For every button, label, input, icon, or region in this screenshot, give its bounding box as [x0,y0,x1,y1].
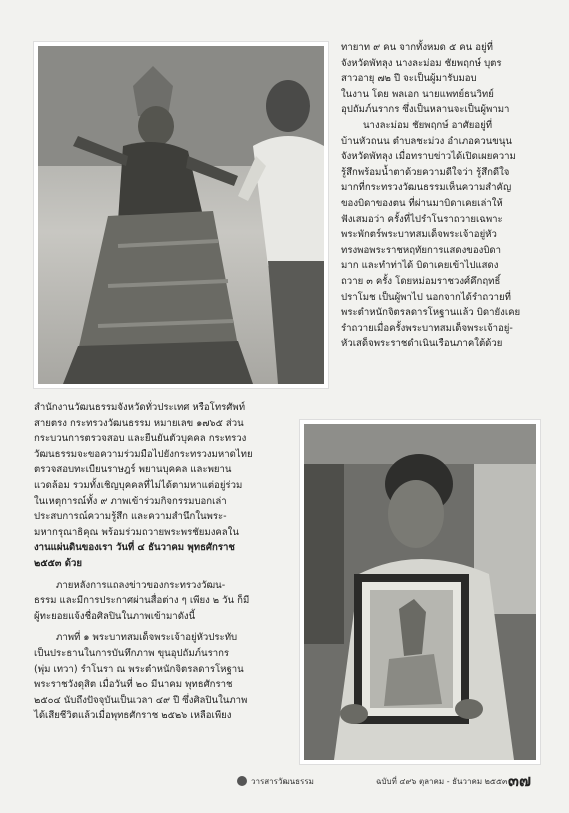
text-line: จังหวัดพัทลุง เมื่อทราบข่าวได้เปิดเผยความ [341,151,516,163]
text-line: ธรรม และมีการประกาศผ่านสื่อต่าง ๆ เพียง ๒ วัน ก็มี [34,595,250,607]
text-line: พระตำหนักจิตรลดารโหฐานแล้ว บิดายังเคย [341,307,521,319]
text-line: อุปถัมภ์นรากร ซึ่งเป็นหลานจะเป็นผู้พามา [341,104,510,116]
text-line: ปราโมช เป็นผู้พาไป นอกจากได้รำถวายที่ [341,291,511,303]
text-line: ฟังเสมอว่า ครั้งที่ไปรำโนราถวายเฉพาะ [341,213,503,225]
magazine-logo-text: วารสารวัฒนธรรม [251,777,314,786]
text-line: ของบิดาของตน ที่ผ่านมาบิดาเคยเล่าให้ [341,197,503,209]
page-number: ๓๗ [508,771,531,790]
magazine-logo-icon [237,776,247,786]
text-line: สายตรง กระทรวงวัฒนธรรม หมายเลข ๑๗๖๕ ส่วน [34,417,244,429]
woman-with-frame-photo [300,420,540,764]
text-line: พระพักตร์พระบาทสมเด็จพระเจ้าอยู่หัว [341,229,497,241]
text-line: มาก และทำท่าได้ บิดาเคยเข้าไปแสดง [341,260,499,272]
text-line: มหากรุณาธิคุณ พร้อมร่วมถวายพระพรชัยมงคลใน [34,526,239,538]
text-line: แวดล้อม รวมทั้งเชิญบุคคลที่ไม่ได้ตามหาแต่อยู่ร่วม [34,479,243,491]
text-line: จังหวัดพัทลุง นางละม่อม ชัยพฤกษ์ บุตร [341,57,502,69]
text-line: ในเหตุการณ์ทั้ง ๙ ภาพเข้าร่วมกิจกรรมบอกเล่า [34,495,227,507]
text-line: มากที่กระทรวงวัฒนธรรมเห็นความสำคัญ [341,182,512,194]
text-line: นางละม่อม ชัยพฤกษ์ อาศัยอยู่ที่ [363,119,493,131]
text-line: (พุ่ม เทวา) รำโนรา ณ พระตำหนักจิตรลดารโหฐาน [34,663,244,675]
text-line: สำนักงานวัฒนธรรมจังหวัดทั่วประเทศ หรือโทรศัพท์ [34,402,246,413]
text-line: ภาพที่ ๑ พระบาทสมเด็จพระเจ้าอยู่หัวประทับ [56,632,238,644]
footer [0,768,569,798]
woman-with-frame-photo-image [304,424,536,760]
text-line: ภายหลังการแถลงข่าวของกระทรวงวัฒน- [56,579,226,591]
dancer-photo-image [38,46,324,384]
text-line: วัฒนธรรมจะขอความร่วมมือไปยังกระทรวงมหาดไทย [34,448,253,460]
text-line: ทายาท ๙ คน จากทั้งหมด ๕ คน อยู่ที่ [341,42,493,53]
text-line: ทรงพอพระราชหฤทัยการแสดงของบิดา [341,244,502,256]
text-line: ๒๕๐๔ นับถึงปัจจุบันเป็นเวลา ๔๙ ปี ซึ่งศิลปินในภาพ [34,694,248,706]
dancer-photo [34,42,328,388]
text-line: บ้านหัวถนน ตำบลชะม่วง อำเภอควนขนุน [341,135,512,147]
text-line: เป็นประธานในการบันทึกภาพ ขุนอุปถัมภ์นรากร [34,647,230,659]
text-line: ในงาน โดย พลเอก นายแพทย์ธนวิทย์ [341,88,494,100]
text-line: รำถวายเมื่อครั้งพระบาทสมเด็จพระเจ้าอยู่- [341,322,513,334]
text-line: สาวอายุ ๗๒ ปี จะเป็นผู้มารับมอบ [341,73,477,85]
text-line: ถวาย ๓ ครั้ง โดยหม่อมราชวงศ์คึกฤทธิ์ [341,275,501,287]
left-column-bottom-text [34,400,253,724]
issue-info: ฉบับที่ ๔๙๖ ตุลาคม - ธันวาคม ๒๕๕๓ [376,777,508,786]
text-line: รู้สึกพร้อมน้ำตาด้วยความดีใจว่า รู้สึกดีใจ [341,166,510,178]
right-column-top-text [341,40,520,352]
text-line: ๒๕๕๓ ด้วย [34,557,82,569]
text-line: งานแผ่นดินของเรา วันที่ ๔ ธันวาคม พุทธศักราช [34,542,235,554]
text-line: พระราชวังดุสิต เมื่อวันที่ ๒๐ มีนาคม พุทธศักราช [34,679,233,691]
text-line: ผู้ทะยอยแจ้งชื่อศิลปินในภาพเข้ามาดังนี้ [34,610,196,622]
text-line: หัวเสด็จพระราชดำเนินเรือนภาคใต้ด้วย [341,338,503,350]
text-line: ประสบการณ์ความรู้สึก และความสำนึกในพระ- [34,511,227,523]
text-line: กระบวนการตรวจสอบ และยืนยันตัวบุคคล กระทรวง [34,433,247,445]
text-line: ตรวจสอบทะเบียนราษฎร์ พยานบุคคล และพยาน [34,464,232,476]
text-line: ได้เสียชีวิตแล้วเมื่อพุทธศักราช ๒๕๒๖ เหลือเพียง [34,710,232,722]
